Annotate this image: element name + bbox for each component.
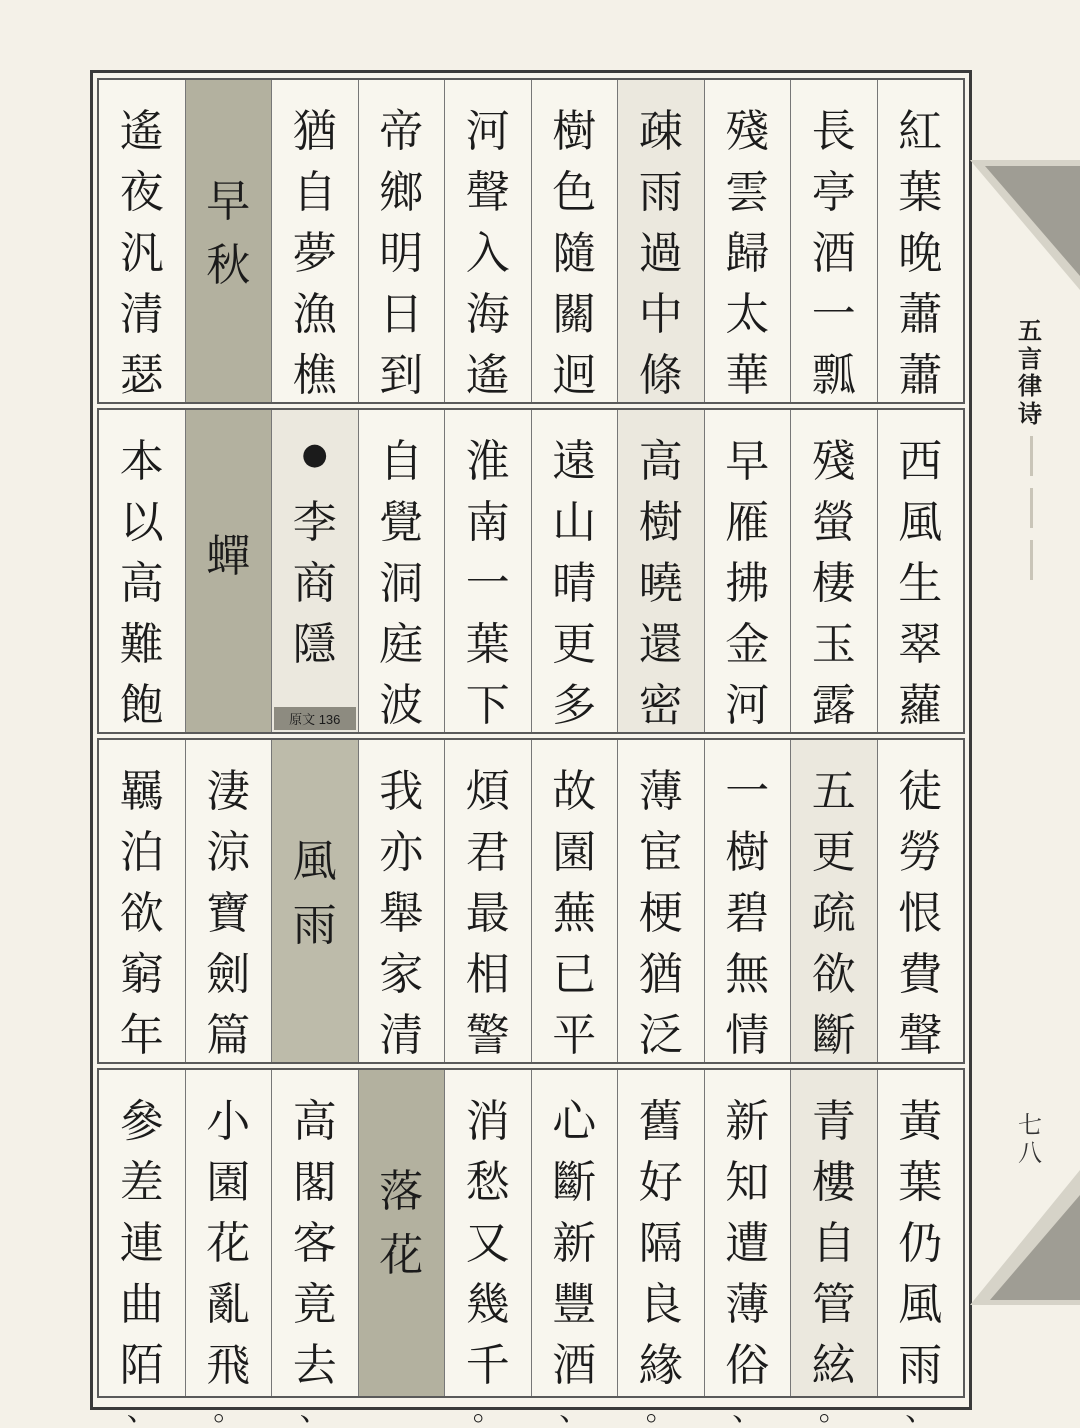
verse-column <box>532 80 619 402</box>
verse-char: 雲 <box>725 167 770 218</box>
verse-column <box>618 740 705 1062</box>
verse-char: 風 <box>898 497 943 548</box>
corner-decoration-top-inner <box>985 166 1080 276</box>
verse-char: 飽 <box>119 680 164 731</box>
verse-char: 欲 <box>119 888 164 939</box>
verse-column <box>705 410 792 732</box>
verse-column <box>791 80 878 402</box>
verse-column <box>99 1070 186 1428</box>
verse-char: 庭 <box>379 619 424 670</box>
poem-title-char: 蟬 <box>206 531 251 582</box>
poem-band <box>97 738 965 1064</box>
verse-column <box>705 1070 792 1428</box>
verse-char: 樵 <box>292 350 337 401</box>
verse-column <box>272 1070 359 1428</box>
verse-column <box>359 740 446 1062</box>
verse-char: 汎 <box>119 228 164 279</box>
verse-char: 棲 <box>811 558 856 609</box>
verse-char: 自 <box>292 167 337 218</box>
verse-char: 欲 <box>811 949 856 1000</box>
verse-char: 雨 <box>898 1340 943 1391</box>
verse-char: 相 <box>465 949 510 1000</box>
verse-char: 劍 <box>206 949 251 1000</box>
verse-column <box>878 740 964 1062</box>
verse-column <box>791 740 878 1062</box>
verse-char: 泛 <box>638 1010 683 1061</box>
verse-char: 疏 <box>811 888 856 939</box>
verse-char: 去 <box>292 1340 337 1391</box>
verse-char: 殘 <box>811 436 856 487</box>
verse-char: 瓢 <box>811 350 856 401</box>
verse-char: 青 <box>811 1096 856 1147</box>
punctuation-mark: 、 <box>732 1393 763 1428</box>
verse-char: 五 <box>811 766 856 817</box>
verse-char: 梗 <box>638 888 683 939</box>
verse-char: 碧 <box>725 888 770 939</box>
verse-char: 絃 <box>811 1340 856 1391</box>
verse-column <box>359 410 446 732</box>
divider <box>1030 488 1033 528</box>
poem-band <box>97 78 965 404</box>
verse-column <box>99 80 186 402</box>
verse-column <box>445 1070 532 1428</box>
verse-char: 舉 <box>379 888 424 939</box>
verse-char: 一 <box>465 558 510 609</box>
verse-char: 恨 <box>898 888 943 939</box>
punctuation-mark: 。 <box>818 1393 849 1428</box>
verse-char: 自 <box>811 1218 856 1269</box>
verse-char: 下 <box>465 680 510 731</box>
verse-char: 還 <box>638 619 683 670</box>
verse-char: 最 <box>465 888 510 939</box>
verse-char: 漁 <box>292 289 337 340</box>
verse-column <box>791 410 878 732</box>
verse-char: 色 <box>552 167 597 218</box>
verse-char: 無 <box>725 949 770 1000</box>
verse-column <box>878 80 964 402</box>
poem-band <box>97 408 965 734</box>
verse-char: 覺 <box>379 497 424 548</box>
verse-char: 俗 <box>725 1340 770 1391</box>
verse-char: 翠 <box>898 619 943 670</box>
verse-column <box>99 740 186 1062</box>
poem-title-char: 花 <box>379 1230 424 1281</box>
verse-char: 費 <box>898 949 943 1000</box>
verse-char: 迥 <box>552 350 597 401</box>
verse-char: 情 <box>725 1010 770 1061</box>
page-number-char: 七 <box>1018 1111 1042 1139</box>
verse-column <box>186 1070 273 1428</box>
verse-char: 豐 <box>552 1279 597 1330</box>
verse-char: 蕭 <box>898 350 943 401</box>
verse-char: 參 <box>119 1096 164 1147</box>
verse-char: 亂 <box>206 1279 251 1330</box>
verse-column <box>445 80 532 402</box>
verse-char: 晚 <box>898 228 943 279</box>
verse-char: 螢 <box>811 497 856 548</box>
verse-char: 樹 <box>638 497 683 548</box>
verse-char: 明 <box>379 228 424 279</box>
verse-column <box>878 1070 964 1428</box>
source-reference-label: 原文 136 <box>274 707 356 730</box>
verse-column <box>532 740 619 1062</box>
verse-char: 入 <box>465 228 510 279</box>
verse-char: 蘿 <box>898 680 943 731</box>
divider <box>1030 540 1033 580</box>
verse-char: 歸 <box>725 228 770 279</box>
verse-char: 斷 <box>811 1010 856 1061</box>
verse-char: 關 <box>552 289 597 340</box>
verse-char: 遠 <box>552 436 597 487</box>
verse-char: 更 <box>552 619 597 670</box>
verse-char: 清 <box>119 289 164 340</box>
verse-char: 中 <box>638 289 683 340</box>
verse-char: 窮 <box>119 949 164 1000</box>
verse-char: 平 <box>552 1010 597 1061</box>
section-title-char: 律 <box>1018 372 1042 401</box>
verse-char: 已 <box>552 949 597 1000</box>
verse-column <box>445 740 532 1062</box>
verse-char: 露 <box>811 680 856 731</box>
verse-char: 新 <box>552 1218 597 1269</box>
verse-char: 新 <box>725 1096 770 1147</box>
verse-char: 宦 <box>638 827 683 878</box>
verse-char: 樹 <box>552 106 597 157</box>
verse-char: 夢 <box>292 228 337 279</box>
verse-char: 金 <box>725 619 770 670</box>
punctuation-mark: 、 <box>126 1393 157 1428</box>
verse-char: 閣 <box>292 1157 337 1208</box>
verse-char: 隨 <box>552 228 597 279</box>
verse-column <box>618 80 705 402</box>
verse-char: 玉 <box>811 619 856 670</box>
verse-char: 清 <box>379 1010 424 1061</box>
poem-title-char: 秋 <box>206 240 251 291</box>
verse-char: 高 <box>638 436 683 487</box>
section-title <box>1010 318 1050 428</box>
verse-char: 高 <box>292 1096 337 1147</box>
verse-char: 葉 <box>898 1157 943 1208</box>
verse-char: 酒 <box>811 228 856 279</box>
verse-column <box>705 740 792 1062</box>
verse-char: 生 <box>898 558 943 609</box>
verse-char: 拂 <box>725 558 770 609</box>
verse-char: 雁 <box>725 497 770 548</box>
verse-char: 仍 <box>898 1218 943 1269</box>
punctuation-mark: 。 <box>213 1393 244 1428</box>
verse-char: 黃 <box>898 1096 943 1147</box>
author-char: ● <box>301 437 328 472</box>
verse-char: 南 <box>465 497 510 548</box>
poem-title-char: 風 <box>292 836 337 887</box>
verse-column <box>532 1070 619 1428</box>
verse-char: 高 <box>119 558 164 609</box>
verse-char: 河 <box>725 680 770 731</box>
punctuation-mark: 、 <box>905 1393 936 1428</box>
poem-title-column <box>186 410 273 732</box>
verse-char: 遙 <box>465 350 510 401</box>
verse-char: 涼 <box>206 827 251 878</box>
verse-column <box>272 80 359 402</box>
verse-char: 鄉 <box>379 167 424 218</box>
verse-char: 好 <box>638 1157 683 1208</box>
verse-char: 過 <box>638 228 683 279</box>
verse-char: 自 <box>379 436 424 487</box>
punctuation-mark: 、 <box>299 1393 330 1428</box>
verse-char: 長 <box>811 106 856 157</box>
verse-char: 日 <box>379 289 424 340</box>
poem-title-column <box>359 1070 446 1396</box>
verse-char: 到 <box>379 350 424 401</box>
verse-char: 園 <box>206 1157 251 1208</box>
verse-char: 花 <box>206 1218 251 1269</box>
verse-char: 華 <box>725 350 770 401</box>
verse-char: 亦 <box>379 827 424 878</box>
verse-char: 飛 <box>206 1340 251 1391</box>
verse-char: 幾 <box>465 1279 510 1330</box>
verse-char: 消 <box>465 1096 510 1147</box>
verse-char: 疎 <box>638 106 683 157</box>
verse-char: 洞 <box>379 558 424 609</box>
verse-char: 又 <box>465 1218 510 1269</box>
verse-char: 篇 <box>206 1010 251 1061</box>
verse-char: 淮 <box>465 436 510 487</box>
verse-char: 晴 <box>552 558 597 609</box>
verse-char: 家 <box>379 949 424 1000</box>
verse-char: 葉 <box>465 619 510 670</box>
verse-char: 君 <box>465 827 510 878</box>
section-title-char: 五 <box>1018 317 1042 345</box>
punctuation-mark: 、 <box>559 1393 590 1428</box>
author-column <box>272 410 359 732</box>
verse-char: 小 <box>206 1096 251 1147</box>
verse-char: 密 <box>638 680 683 731</box>
verse-char: 條 <box>638 350 683 401</box>
verse-column <box>186 740 273 1062</box>
verse-column <box>618 410 705 732</box>
verse-char: 勞 <box>898 827 943 878</box>
verse-char: 泊 <box>119 827 164 878</box>
verse-char: 帝 <box>379 106 424 157</box>
verse-column <box>99 410 186 732</box>
verse-char: 以 <box>119 497 164 548</box>
verse-char: 風 <box>898 1279 943 1330</box>
verse-char: 猶 <box>638 949 683 1000</box>
verse-char: 多 <box>552 680 597 731</box>
author-char: 商 <box>292 558 337 609</box>
section-title-char: 言 <box>1018 344 1042 373</box>
verse-char: 故 <box>552 766 597 817</box>
verse-char: 曲 <box>119 1279 164 1330</box>
verse-char: 我 <box>379 766 424 817</box>
author-char: 李 <box>292 497 337 548</box>
punctuation-mark: 。 <box>645 1393 676 1428</box>
poem-title-column <box>272 740 359 1062</box>
verse-char: 知 <box>725 1157 770 1208</box>
verse-char: 千 <box>465 1340 510 1391</box>
verse-char: 良 <box>638 1279 683 1330</box>
verse-char: 酒 <box>552 1340 597 1391</box>
verse-char: 一 <box>725 766 770 817</box>
verse-char: 聲 <box>465 167 510 218</box>
verse-char: 薄 <box>725 1279 770 1330</box>
verse-char: 樹 <box>725 827 770 878</box>
verse-char: 樓 <box>811 1157 856 1208</box>
page-number <box>1013 1112 1047 1167</box>
verse-char: 蕭 <box>898 289 943 340</box>
verse-char: 西 <box>898 436 943 487</box>
verse-char: 陌 <box>119 1340 164 1391</box>
verse-char: 愁 <box>465 1157 510 1208</box>
verse-char: 淒 <box>206 766 251 817</box>
verse-char: 差 <box>119 1157 164 1208</box>
poem-title-column <box>186 80 273 402</box>
verse-char: 一 <box>811 289 856 340</box>
corner-decoration-bottom-inner <box>990 1195 1080 1300</box>
verse-char: 紅 <box>898 106 943 157</box>
divider <box>1030 436 1033 476</box>
verse-column <box>705 80 792 402</box>
verse-char: 本 <box>119 436 164 487</box>
verse-char: 亭 <box>811 167 856 218</box>
verse-column <box>791 1070 878 1428</box>
verse-char: 雨 <box>638 167 683 218</box>
verse-char: 隔 <box>638 1218 683 1269</box>
poem-title-char: 雨 <box>292 900 337 951</box>
verse-char: 海 <box>465 289 510 340</box>
verse-char: 河 <box>465 106 510 157</box>
verse-char: 遙 <box>119 106 164 157</box>
poem-title-char: 早 <box>206 176 251 227</box>
verse-char: 波 <box>379 680 424 731</box>
punctuation-mark: 。 <box>472 1393 503 1428</box>
verse-char: 聲 <box>898 1010 943 1061</box>
poem-band <box>97 1068 965 1428</box>
verse-char: 斷 <box>552 1157 597 1208</box>
verse-char: 瑟 <box>119 350 164 401</box>
verse-column <box>618 1070 705 1428</box>
verse-char: 舊 <box>638 1096 683 1147</box>
verse-char: 年 <box>119 1010 164 1061</box>
section-title-char: 诗 <box>1018 399 1042 428</box>
verse-char: 徒 <box>898 766 943 817</box>
verse-char: 薄 <box>638 766 683 817</box>
verse-char: 煩 <box>465 766 510 817</box>
verse-char: 夜 <box>119 167 164 218</box>
verse-char: 葉 <box>898 167 943 218</box>
verse-char: 連 <box>119 1218 164 1269</box>
verse-char: 管 <box>811 1279 856 1330</box>
verse-column <box>359 80 446 402</box>
verse-column <box>532 410 619 732</box>
author-char: 隱 <box>292 619 337 670</box>
verse-char: 曉 <box>638 558 683 609</box>
verse-char: 猶 <box>292 106 337 157</box>
verse-char: 心 <box>552 1096 597 1147</box>
verse-char: 蕪 <box>552 888 597 939</box>
verse-char: 遭 <box>725 1218 770 1269</box>
verse-char: 殘 <box>725 106 770 157</box>
verse-char: 難 <box>119 619 164 670</box>
verse-char: 寶 <box>206 888 251 939</box>
verse-char: 警 <box>465 1010 510 1061</box>
verse-char: 客 <box>292 1218 337 1269</box>
verse-char: 早 <box>725 436 770 487</box>
verse-char: 竟 <box>292 1279 337 1330</box>
verse-column <box>445 410 532 732</box>
verse-char: 園 <box>552 827 597 878</box>
verse-column <box>878 410 964 732</box>
faded-subtitle <box>1014 430 1048 700</box>
verse-char: 山 <box>552 497 597 548</box>
verse-char: 羈 <box>119 766 164 817</box>
poem-title-char: 落 <box>379 1166 424 1217</box>
verse-char: 太 <box>725 289 770 340</box>
verse-char: 緣 <box>638 1340 683 1391</box>
verse-char: 更 <box>811 827 856 878</box>
page-number-char: 八 <box>1018 1138 1042 1167</box>
